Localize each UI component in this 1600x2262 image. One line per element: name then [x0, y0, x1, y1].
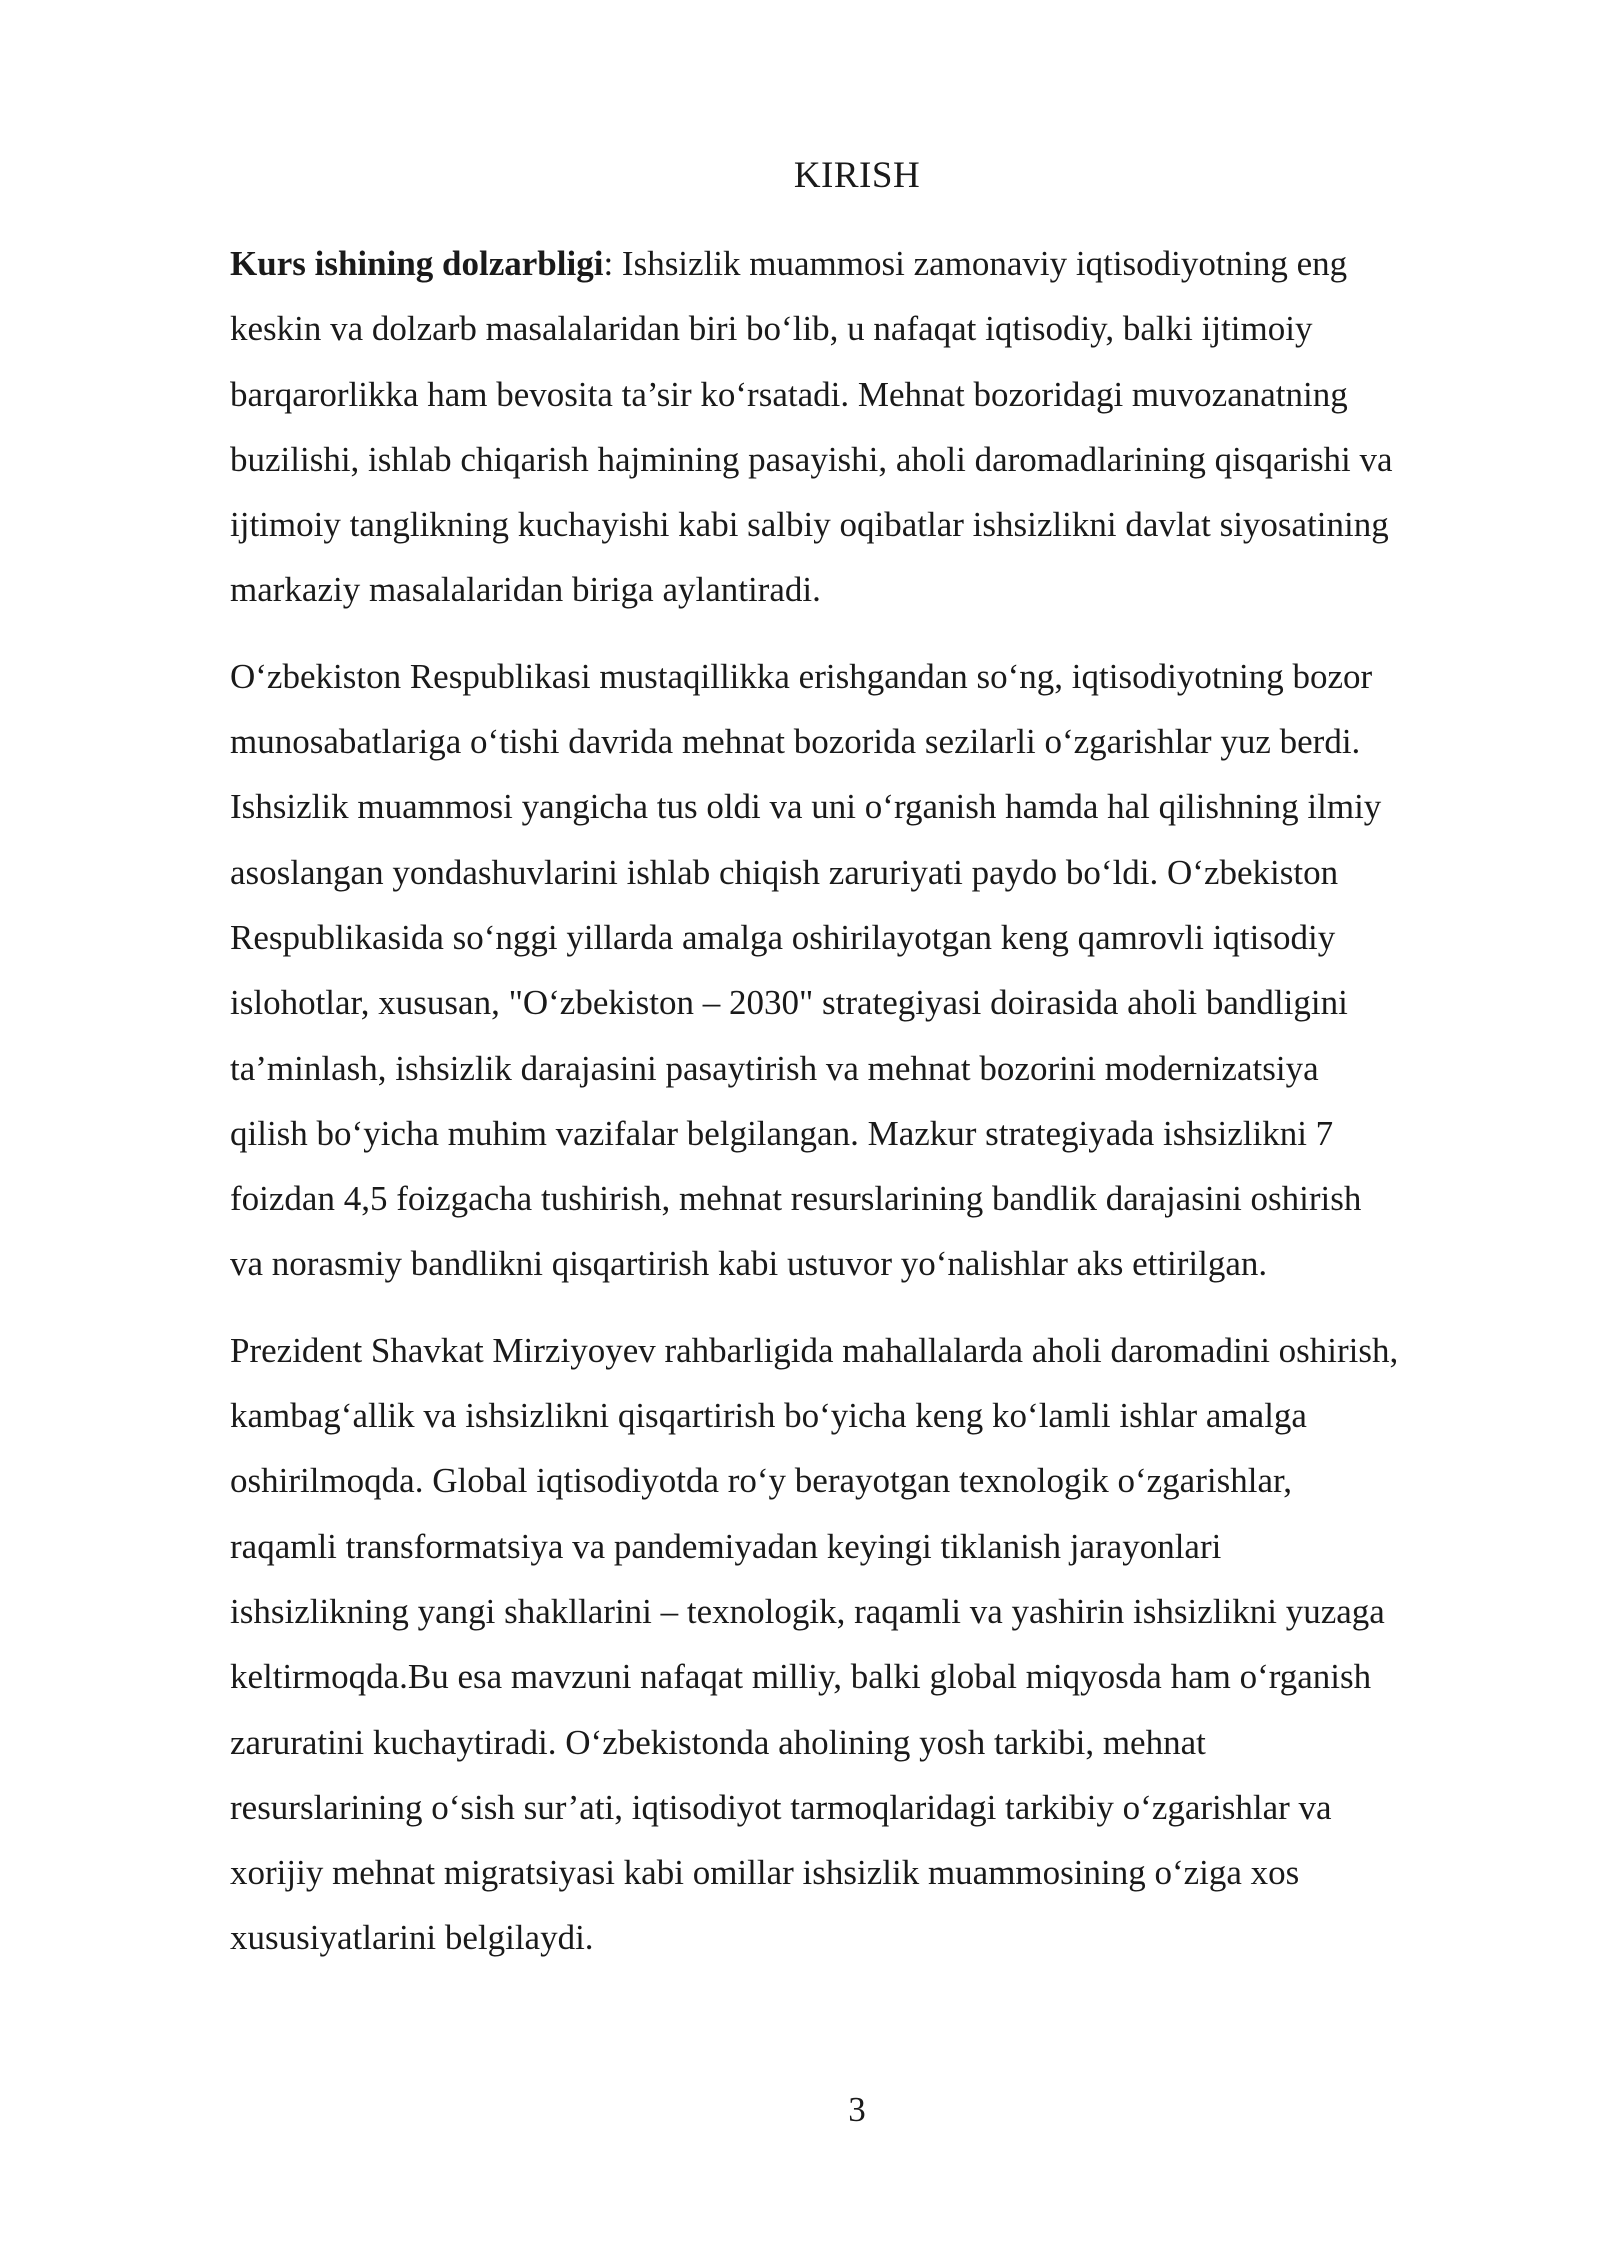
section-heading: KIRISH	[793, 155, 921, 196]
paragraph-line: xususiyatlarini belgilaydi.	[230, 1918, 594, 1958]
lead-text: : Ishsizlik muammosi zamonaviy iqtisodiyotning eng	[603, 244, 1348, 283]
paragraph-line	[230, 231, 1490, 296]
page-number: 3	[848, 2090, 866, 2129]
paragraph-line: zaruratini kuchaytiradi. O‘zbekistonda aholining yosh tarkibi, mehnat	[230, 1722, 1206, 1762]
paragraph-line: O‘zbekiston Respublikasi mustaqillikka erishgandan so‘ng, iqtisodiyotning bozor	[230, 656, 1373, 696]
paragraph-uzbekistan	[230, 644, 1490, 1297]
paragraph-line: barqarorlikka ham bevosita ta’sir ko‘rsatadi. Mehnat bozoridagi muvozanatning	[230, 374, 1348, 414]
paragraph-line: buzilishi, ishlab chiqarish hajmining pasayishi, aholi daromadlarining qisqarishi va	[230, 439, 1393, 479]
paragraph-line: resurslarining o‘sish sur’ati, iqtisodiyot tarmoqlaridagi tarkibiy o‘zgarishlar va	[230, 1787, 1332, 1827]
paragraph-line: oshirilmoqda. Global iqtisodiyotda ro‘y berayotgan texnologik o‘zgarishlar,	[230, 1461, 1292, 1501]
paragraph-line: Respublikasida so‘nggi yillarda amalga oshirilayotgan keng qamrovli iqtisodiy	[230, 917, 1336, 957]
paragraph-line: Prezident Shavkat Mirziyoyev rahbarligida mahallalarda aholi daromadini oshirish,	[230, 1330, 1399, 1370]
document-body	[230, 231, 1490, 1992]
paragraph-line: asoslangan yondashuvlarini ishlab chiqish zaruriyati paydo bo‘ldi. O‘zbekiston	[230, 852, 1339, 892]
paragraph-line: ijtimoiy tanglikning kuchayishi kabi salbiy oqibatlar ishsizlikni davlat siyosatining	[230, 505, 1389, 545]
paragraph-line: kambag‘allik va ishsizlikni qisqartirish bo‘yicha keng ko‘lamli ishlar amalga	[230, 1396, 1307, 1436]
paragraph-line: keskin va dolzarb masalalaridan biri bo‘lib, u nafaqat iqtisodiy, balki ijtimoiy	[230, 309, 1313, 349]
paragraph-line: Ishsizlik muammosi yangicha tus oldi va uni o‘rganish hamda hal qilishning ilmiy	[230, 787, 1382, 827]
paragraph-line: keltirmoqda.Bu esa mavzuni nafaqat milliy, balki global miqyosda ham o‘rganish	[230, 1657, 1372, 1697]
paragraph-line: munosabatlariga o‘tishi davrida mehnat bozorida sezilarli o‘zgarishlar yuz berdi.	[230, 722, 1361, 762]
paragraph-relevance	[230, 231, 1490, 623]
paragraph-line: va norasmiy bandlikni qisqartirish kabi ustuvor yo‘nalishlar aks ettirilgan.	[230, 1244, 1268, 1284]
paragraph-line: islohotlar, xususan, "O‘zbekiston – 2030" strategiyasi doirasida aholi bandligini	[230, 983, 1348, 1023]
paragraph-line: foizdan 4,5 foizgacha tushirish, mehnat resurslarining bandlik darajasini oshirish	[230, 1179, 1362, 1219]
paragraph-line: qilish bo‘yicha muhim vazifalar belgilangan. Mazkur strategiyada ishsizlikni 7	[230, 1113, 1334, 1153]
paragraph-line: raqamli transformatsiya va pandemiyadan keyingi tiklanish jarayonlari	[230, 1526, 1222, 1566]
lead-bold-phrase: Kurs ishining dolzarbligi	[230, 244, 604, 283]
paragraph-line: ishsizlikning yangi shakllarini – texnologik, raqamli va yashirin ishsizlikni yuzaga	[230, 1591, 1385, 1631]
paragraph-line: markaziy masalalaridan biriga aylantiradi.	[230, 570, 821, 610]
paragraph-line: ta’minlash, ishsizlik darajasini pasaytirish va mehnat bozorini modernizatsiya	[230, 1048, 1319, 1088]
paragraph-president	[230, 1318, 1490, 1971]
paragraph-line: xorijiy mehnat migratsiyasi kabi omillar ishsizlik muammosining o‘ziga xos	[230, 1853, 1300, 1893]
